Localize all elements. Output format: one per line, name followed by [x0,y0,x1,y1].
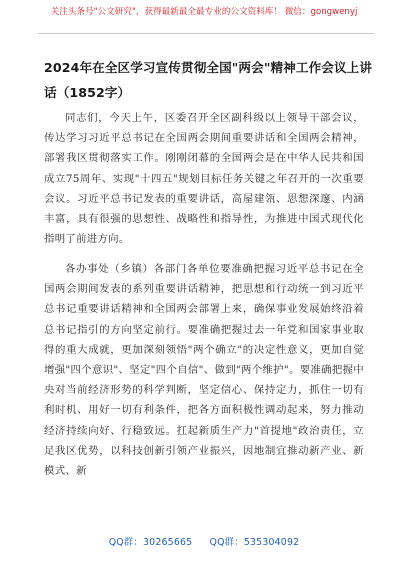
header-divider [38,33,374,34]
header-banner: 关注头条号"公文研究"，获得最新最全最专业的公文资料库！ 微信：gongwenyj [50,7,358,17]
paragraph-1: 同志们，今天上午，区委召开全区副科级以上领导干部会议，传达学习习近平总书记在全国两会期间重要讲话和全国两会精神，部署我区贯彻落实工作。刚刚闭幕的全国两会是在中华人民共和国成立75周年、实现"十四五"规划目标任务关键之年召开的一次重要会议。习近平总书记发表的重要讲话，高屋建瓴、思想深邃、内涵丰富，具有很强的思想性、战略性和指导性，为推进中国式现代化指明了前进方向。 [44,112,364,246]
footer-qq-group-1: QQ群：30265665 [108,537,193,548]
paragraph-2: 各办事处（乡镇）各部门各单位要准确把握习近平总书记在全国两会期间发表的系列重要讲话精神，把思想和行动统一到习近平总书记重要讲话精神和全国两会部署上来，确保事业发展始终沿着总书记指引的方向坚定前行。要准确把握过去一年党和国家事业取得的重大成就，更加深刻领悟"两个确立"的决定性意义，更加自觉增强"四个意识"、坚定"四个自信"、做到"两个维护"。要准确把握中央对当前经济形势的科学判断，坚定信心、保持定力，抓住一切有利时机、用好一切有利条件，把各方面积极性调动起来，努力推动经济持续向好、行稳致远。扛起新质生产力"首提地"政治责任，立足我区优势，以科技创新引领产业振兴，因地制宜推动新产业、新模式、新 [44,263,364,478]
footer-qq-group-2: QQ群：535304092 [209,537,300,548]
document-title: 2024年在全区学习宣传贯彻全国"两会"精神工作会议上讲话（1852字） [44,60,373,100]
footer [0,534,408,548]
